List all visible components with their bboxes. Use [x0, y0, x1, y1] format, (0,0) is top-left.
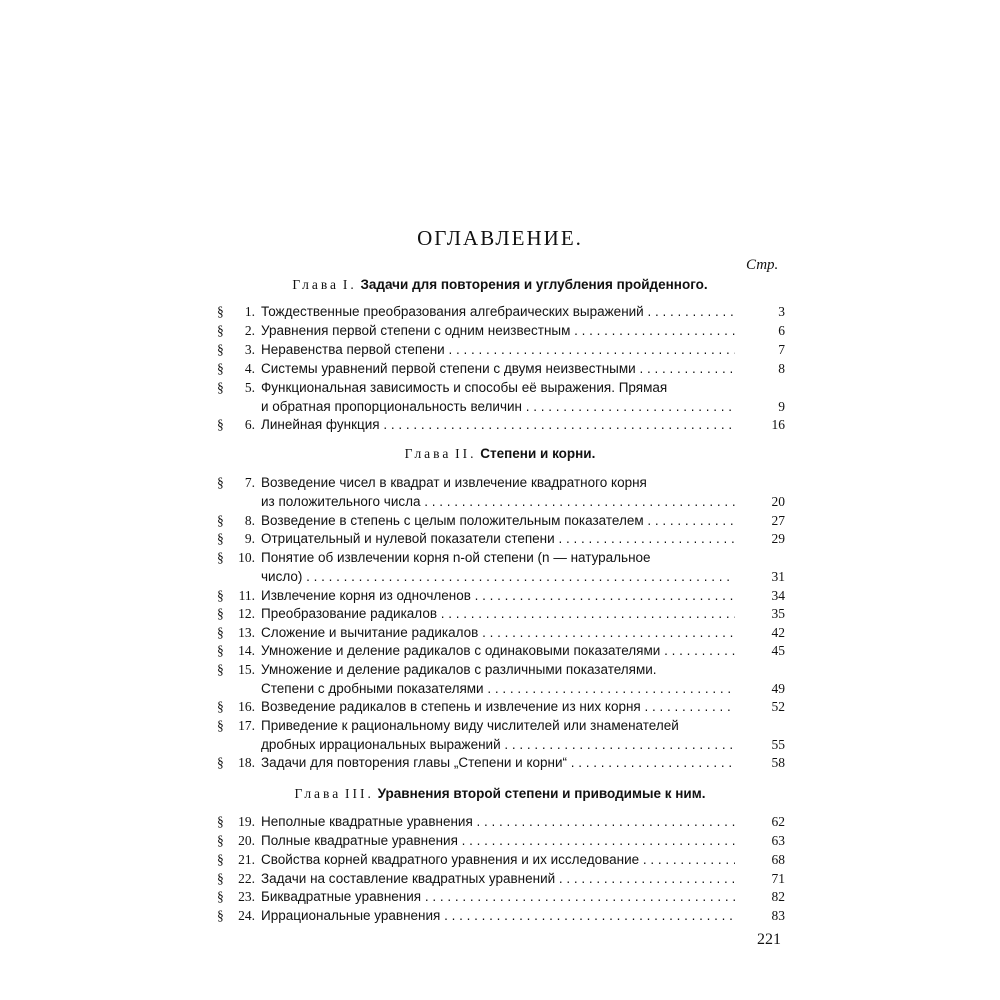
section-sign: §	[217, 361, 224, 376]
section-sign: §	[217, 852, 224, 867]
section-number: 2.	[244, 323, 255, 338]
page-number: 29	[771, 531, 785, 546]
toc-entry-10[interactable]	[205, 550, 785, 570]
toc-entry-8[interactable]	[205, 513, 785, 533]
section-sign: §	[217, 889, 224, 904]
section-number: 24.	[238, 908, 255, 923]
chapter-prefix: Глава	[294, 786, 342, 801]
chapter-numeral: I.	[342, 277, 357, 292]
section-number: 19.	[238, 814, 255, 829]
section-number: 12.	[238, 606, 255, 621]
section-number: 20.	[238, 833, 255, 848]
toc-entry-4[interactable]	[205, 361, 785, 381]
page-number: 68	[771, 852, 785, 867]
section-number: 23.	[238, 889, 255, 904]
page-number: 27	[771, 513, 785, 528]
section-sign: §	[217, 643, 224, 658]
toc-entry-24[interactable]	[205, 908, 785, 928]
page-number: 71	[771, 871, 785, 886]
section-number: 9.	[244, 531, 255, 546]
section-number: 5.	[244, 380, 255, 395]
entry-title: Умножение и деление радикалов с одинаковыми показателями . . .	[261, 643, 735, 658]
entry-title: Биквадратные уравнения . . .	[261, 889, 735, 904]
section-number: 7.	[244, 475, 255, 490]
toc-entry-11[interactable]	[205, 588, 785, 608]
page-number: 31	[771, 569, 785, 584]
section-sign: §	[217, 304, 224, 319]
entry-title: Возведение в степень с целым положительным показателем . . .	[261, 513, 735, 528]
section-number: 22.	[238, 871, 255, 886]
section-sign: §	[217, 833, 224, 848]
toc-entry-13[interactable]	[205, 625, 785, 645]
page-number: 49	[771, 681, 785, 696]
section-sign: §	[217, 342, 224, 357]
page-number: 20	[771, 494, 785, 509]
toc-entry-17-continued[interactable]	[205, 737, 785, 757]
section-number: 4.	[244, 361, 255, 376]
toc-entry-17[interactable]	[205, 718, 785, 738]
toc-entry-18[interactable]	[205, 755, 785, 775]
entry-title: Линейная функция . . .	[261, 417, 735, 432]
toc-entry-10-continued[interactable]	[205, 569, 785, 589]
toc-entry-20[interactable]	[205, 833, 785, 853]
section-number: 13.	[238, 625, 255, 640]
chapter-1-heading	[0, 277, 1000, 293]
entry-title: Возведение радикалов в степень и извлечение из них корня . . .	[261, 699, 735, 714]
chapter-numeral: III.	[345, 786, 374, 801]
entry-title: Задачи для повторения главы „Степени и корни“ . . .	[261, 755, 735, 770]
section-number: 3.	[244, 342, 255, 357]
chapter-numeral: II.	[455, 446, 477, 461]
entry-title: Неполные квадратные уравнения . . .	[261, 814, 735, 829]
toc-entry-5[interactable]	[205, 380, 785, 400]
toc-entry-6[interactable]	[205, 417, 785, 437]
chapter-3-heading	[0, 786, 1000, 802]
page-number: 62	[771, 814, 785, 829]
toc-entry-21[interactable]	[205, 852, 785, 872]
page-folio: 221	[757, 931, 781, 948]
entry-title-continued: и обратная пропорциональность величин . . .	[261, 399, 735, 414]
entry-title: Функциональная зависимость и способы её выражения. Прямая	[261, 380, 668, 395]
page-number: 6	[778, 323, 785, 338]
section-number: 16.	[238, 699, 255, 714]
section-sign: §	[217, 625, 224, 640]
page-number: 63	[771, 833, 785, 848]
section-sign: §	[217, 871, 224, 886]
toc-entry-7[interactable]	[205, 475, 785, 495]
entry-title-continued: Степени с дробными показателями . . .	[261, 681, 735, 696]
toc-entry-3[interactable]	[205, 342, 785, 362]
entry-title: Свойства корней квадратного уравнения и их исследование . . .	[261, 852, 735, 867]
page-column-label: Стр.	[746, 257, 779, 273]
toc-entry-1[interactable]	[205, 304, 785, 324]
page-number: 58	[771, 755, 785, 770]
section-sign: §	[217, 550, 224, 565]
entry-title: Преобразование радикалов . . .	[261, 606, 735, 621]
page-number: 82	[771, 889, 785, 904]
entry-title: Неравенства первой степени . . .	[261, 342, 735, 357]
entry-title: Отрицательный и нулевой показатели степени . . .	[261, 531, 735, 546]
toc-entry-22[interactable]	[205, 871, 785, 891]
chapter-2-heading	[0, 446, 1000, 462]
section-number: 6.	[244, 417, 255, 432]
entry-title-continued: дробных иррациональных выражений . . .	[261, 737, 735, 752]
section-sign: §	[217, 908, 224, 923]
chapter-title: Задачи для повторения и углубления пройденного.	[360, 277, 708, 292]
toc-entry-15[interactable]	[205, 662, 785, 682]
entry-title: Системы уравнений первой степени с двумя неизвестными . . .	[261, 361, 735, 376]
section-sign: §	[217, 417, 224, 432]
toc-entry-12[interactable]	[205, 606, 785, 626]
section-sign: §	[217, 814, 224, 829]
page-number: 7	[778, 342, 785, 357]
section-sign: §	[217, 380, 224, 395]
page-number: 42	[771, 625, 785, 640]
toc-entry-9[interactable]	[205, 531, 785, 551]
page-number: 8	[778, 361, 785, 376]
entry-title: Умножение и деление радикалов с различными показателями.	[261, 662, 657, 677]
section-sign: §	[217, 588, 224, 603]
section-number: 10.	[238, 550, 255, 565]
entry-title: Извлечение корня из одночленов . . .	[261, 588, 735, 603]
entry-title-continued: из положительного числа . . .	[261, 494, 735, 509]
page-number: 9	[778, 399, 785, 414]
section-sign: §	[217, 699, 224, 714]
page-number: 55	[771, 737, 785, 752]
toc-entry-14[interactable]	[205, 643, 785, 663]
toc-entry-15-continued[interactable]	[205, 681, 785, 701]
page-number: 34	[771, 588, 785, 603]
page-title: ОГЛАВЛЕНИЕ.	[417, 226, 583, 250]
chapter-title: Уравнения второй степени и приводимые к ним.	[377, 786, 706, 801]
entry-title: Возведение чисел в квадрат и извлечение квадратного корня	[261, 475, 647, 490]
page-number: 52	[771, 699, 785, 714]
section-sign: §	[217, 323, 224, 338]
page-number: 35	[771, 606, 785, 621]
toc-entry-16[interactable]	[205, 699, 785, 719]
toc-entry-23[interactable]	[205, 889, 785, 909]
section-number: 17.	[238, 718, 255, 733]
section-sign: §	[217, 513, 224, 528]
chapter-prefix: Глава	[404, 446, 452, 461]
page-number: 16	[771, 417, 785, 432]
section-sign: §	[217, 718, 224, 733]
section-number: 18.	[238, 755, 255, 770]
entry-title: Приведение к рациональному виду числителей или знаменателей	[261, 718, 679, 733]
section-sign: §	[217, 662, 224, 677]
section-sign: §	[217, 531, 224, 546]
section-number: 15.	[238, 662, 255, 677]
section-number: 21.	[238, 852, 255, 867]
section-number: 1.	[244, 304, 255, 319]
section-number: 8.	[244, 513, 255, 528]
chapter-prefix: Глава	[292, 277, 340, 292]
entry-title: Задачи на составление квадратных уравнений . . .	[261, 871, 735, 886]
toc-entry-5-continued[interactable]	[205, 399, 785, 419]
toc-entry-19[interactable]	[205, 814, 785, 834]
entry-title: Уравнения первой степени с одним неизвестным . . .	[261, 323, 735, 338]
section-number: 11.	[238, 588, 255, 603]
entry-title: Иррациональные уравнения . . .	[261, 908, 735, 923]
page-number: 45	[771, 643, 785, 658]
page-number: 83	[771, 908, 785, 923]
entry-title: Полные квадратные уравнения . . .	[261, 833, 735, 848]
section-sign: §	[217, 606, 224, 621]
toc-entry-7-continued[interactable]	[205, 494, 785, 514]
section-sign: §	[217, 475, 224, 490]
section-number: 14.	[238, 643, 255, 658]
section-sign: §	[217, 755, 224, 770]
entry-title: Тождественные преобразования алгебраических выражений . . .	[261, 304, 735, 319]
chapter-title: Степени и корни.	[480, 446, 596, 461]
page-number: 3	[778, 304, 785, 319]
entry-title-continued: число) . . .	[261, 569, 735, 584]
entry-title: Понятие об извлечении корня n-ой степени (n — натуральное	[261, 550, 651, 565]
entry-title: Сложение и вычитание радикалов . . .	[261, 625, 735, 640]
toc-entry-2[interactable]	[205, 323, 785, 343]
